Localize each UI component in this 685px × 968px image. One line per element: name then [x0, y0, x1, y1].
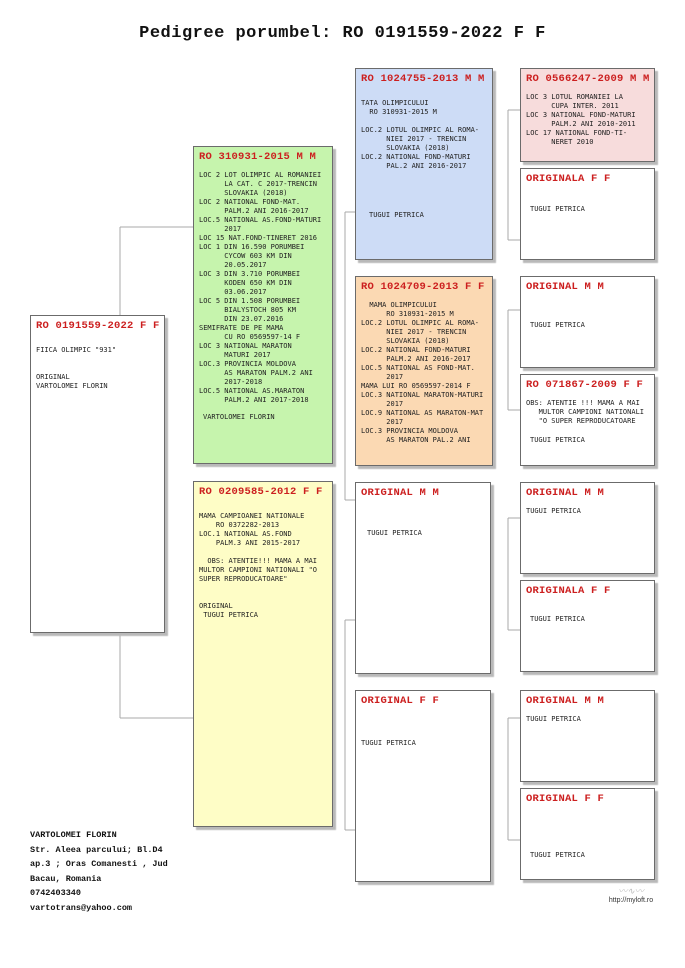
ring-number: ORIGINAL M M: [526, 281, 605, 293]
card-ssd: [520, 168, 655, 260]
card-sdd: [520, 374, 655, 466]
ring-number: ORIGINALA F F: [526, 585, 611, 597]
card-dam: [193, 481, 333, 827]
card-text: TUGUI PETRICA: [530, 615, 585, 623]
card-dss: [520, 482, 655, 574]
card-text: TUGUI PETRICA: [530, 851, 585, 859]
ring-number: RO 0191559-2022 F F: [36, 320, 160, 332]
card-text: FIICA OLIMPIC "931" ORIGINAL VARTOLOMEI FLORIN: [36, 346, 117, 390]
card-text: TUGUI PETRICA: [526, 715, 581, 723]
card-text: TUGUI PETRICA: [361, 739, 416, 747]
card-text: OBS: ATENTIE !!! MAMA A MAI MULTOR CAMPIONI NATIONALI "O SUPER REPRODUCATOARE: [526, 399, 645, 425]
ring-number: ORIGINALA F F: [526, 173, 611, 185]
card-text: TUGUI PETRICA: [526, 507, 581, 515]
card-text: TUGUI PETRICA: [530, 321, 585, 329]
card-dds: [520, 690, 655, 782]
ring-number: ORIGINAL M M: [526, 695, 605, 707]
ring-number: ORIGINAL M M: [361, 487, 440, 499]
signature-logo: 〰∿〰: [618, 887, 644, 897]
card-subject: [30, 315, 165, 633]
ring-number: ORIGINAL F F: [361, 695, 440, 707]
card-owner: TUGUI PETRICA: [530, 436, 585, 444]
card-ddd: [520, 788, 655, 880]
watermark-url: http://myloft.ro: [608, 897, 654, 904]
owner-contact: VARTOLOMEI FLORIN Str. Aleea parcului; Bl.D4 ap.3 ; Oras Comanesti , Jud Bacau, Romania 0742403340 vartotrans@yahoo.com: [30, 830, 168, 913]
card-dsd: [520, 580, 655, 672]
page-title: Pedigree porumbel: RO 0191559-2022 F F: [139, 24, 546, 43]
card-dam-sire: [355, 482, 491, 674]
card-owner: VARTOLOMEI FLORIN: [203, 413, 275, 421]
ring-number: RO 0566247-2009 M M: [526, 73, 650, 85]
card-owner: TUGUI PETRICA: [369, 211, 424, 219]
card-text: MAMA CAMPIOANEI NATIONALE RO 0372282-2013 LOC.1 NATIONAL AS.FOND PALM.3 ANI 2015-2017 OBS: ATENTIE!!! MAMA A MAI MULTOR CAMPIONI NATIONALI "O SUPER REPRODUCATOARE" ORIGINAL TUGUI PETRICA: [199, 512, 318, 619]
ring-number: ORIGINAL M M: [526, 487, 605, 499]
ring-number: RO 071867-2009 F F: [526, 379, 644, 391]
card-text: TUGUI PETRICA: [367, 529, 422, 537]
ring-number: RO 1024709-2013 F F: [361, 281, 485, 293]
card-sire-dam: [355, 276, 493, 466]
card-text: MAMA OLIMPICULUI RO 310931-2015 M LOC.2 LOTUL OLIMPIC AL ROMA- NIEI 2017 - TRENCIN SLOVAKIA (2018) LOC.2 NATIONAL FOND-MATURI PALM.2 ANI 2016-2017 LOC.5 NATIONAL AS FOND-MAT. 2017 MAMA LUI RO 0569597-2014 F LOC.3 NATIONAL MARATON-MATURI 2017 LOC.9 NATIONAL AS MARATON-MAT 2017 LOC.3 PROVINCIA MOLDOVA AS MARATON PAL.2 ANI: [361, 301, 484, 444]
ring-number: RO 310931-2015 M M: [199, 151, 317, 163]
card-sire: [193, 146, 333, 464]
card-text: TUGUI PETRICA: [530, 205, 585, 213]
watermark: [600, 884, 662, 904]
card-text: LOC 3 LOTUL ROMANIEI LA CUPA INTER. 2011 LOC 3 NATIONAL FOND-MATURI PALM.2 ANI 2010-2011 LOC 17 NATIONAL FOND-TI- NERET 2010: [526, 93, 636, 146]
card-dam-dam: [355, 690, 491, 882]
card-text: LOC 2 LOT OLIMPIC AL ROMANIEI LA CAT. C 2017-TRENCIN SLOVAKIA (2018) LOC 2 NATIONAL FOND-MAT. PALM.2 ANI 2016-2017 LOC.5 NATIONAL AS.FOND-MATURI 2017 LOC 15 NAT.FOND-TINERET 2016 LOC 1 DIN 16.590 PORUMBEI CYCOW 603 KM DIN 20.05.2017 LOC 3 DIN 3.710 PORUMBEI KODEN 650 KM DIN 03.06.2017 LOC 5 DIN 1.508 PORUMBEI BIALYSTOCH 805 KM DIN 23.07.2016 SEMIFRATE DE PE MAMA CU RO 0569597-14 F LOC 3 NATIONAL MARATON MATURI 2017 LOC.3 PROVINCIA MOLDOVA AS MARATON PALM.2 ANI 2017-2018 LOC.5 NATIONAL AS.MARATON PALM.2 ANI 2017-2018: [199, 171, 322, 404]
ring-number: ORIGINAL F F: [526, 793, 605, 805]
card-sire-sire: [355, 68, 493, 260]
card-sss: [520, 68, 655, 162]
card-text: TATA OLIMPICULUI RO 310931-2015 M LOC.2 LOTUL OLIMPIC AL ROMA- NIEI 2017 - TRENCIN SLOVAKIA (2018) LOC.2 NATIONAL FOND-MATURI PAL.2 ANI 2016-2017: [361, 99, 480, 170]
card-sds: [520, 276, 655, 368]
ring-number: RO 0209585-2012 F F: [199, 486, 323, 498]
ring-number: RO 1024755-2013 M M: [361, 73, 485, 85]
